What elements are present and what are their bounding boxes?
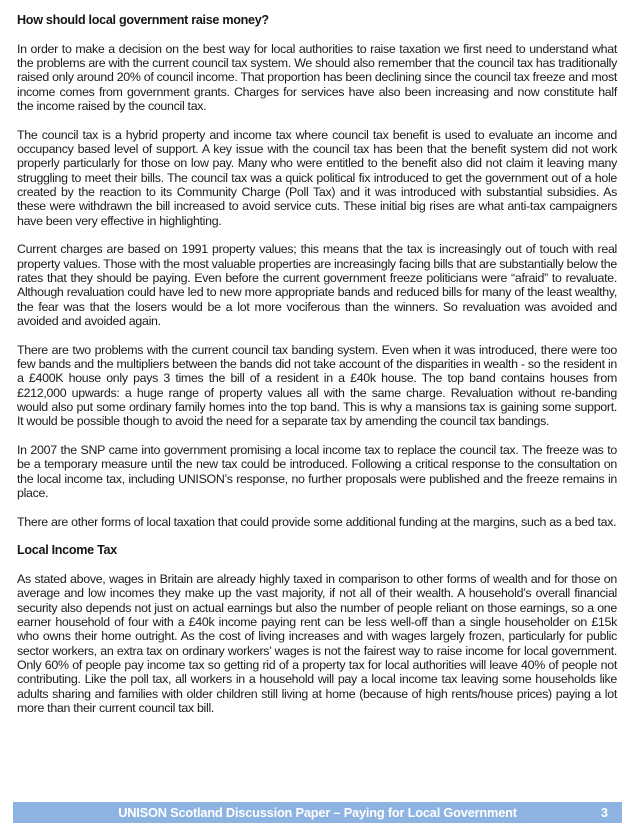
paragraph: Current charges are based on 1991 property values; this means that the tax is increasingly out of touch with real property values. Those with the most valuable properties are increasingly facing bills that are substantially below the rates that they should be paying. Even before the current government freeze politicians were “afraid” to revaluate. Although revaluation could have led to new more appropriate bands and reduced bills for many of the least wealthy, the fear was that the losers would be a lot more vociferous than the winners. So revaluation was avoided and avoided and avoided again.	[17, 242, 617, 329]
paragraph: The council tax is a hybrid property and income tax where council tax benefit is used to evaluate an income and occupancy based level of support. A key issue with the council tax has been that the benefit system did not work properly particularly for those on low pay. Many who were entitled to the benefit also did not claim it leaving many struggling to meet their bills. The council tax was a quick political fix introduced to get the government out of a hole created by the reaction to its Community Charge (Poll Tax) and it was introduced with substantial subsidies. As these were withdrawn the bill increased to avoid service cuts. These initial big rises are what anti-tax campaigners have been very effective in highlighting.	[17, 127, 617, 228]
section-heading-local-income-tax: Local Income Tax	[17, 543, 117, 558]
footer-title: UNISON Scotland Discussion Paper – Paying for Local Government	[118, 805, 517, 820]
section-heading-raise-money: How should local government raise money?	[17, 13, 269, 27]
paragraph: There are other forms of local taxation that could provide some additional funding at the margins, such as a bed tax.	[17, 514, 617, 529]
paragraph: As stated above, wages in Britain are already highly taxed in comparison to other forms of wealth and for those on average and low incomes they make up the vast majority, if not all of their wealth. A household’s overall financial security also depends not just on actual earnings but also the number of people reliant on those earnings, so a one earner household of four with a £40k income paying rent can be less well-off than a single householder on £15k who owns their home outright. As the cost of living increases and with wages largely frozen, particularly for public sector workers, an extra tax on ordinary workers’ wages is not the fairest way to raise income for local government. Only 60% of people pay income tax so getting rid of a property tax for local authorities will leave 40% of people not contributing. Like the poll tax, all workers in a household will pay a local income tax leaving some households like adults sharing and families with older children still living at home (because of high rents/house prices) paying a lot more than their current council tax bill.	[17, 571, 617, 716]
paragraph: In order to make a decision on the best way for local authorities to raise taxation we first need to understand what the problems are with the current council tax system. We should also remember that the council tax has traditionally raised only around 20% of council income. That proportion has been declining since the council tax freeze and most income comes from government grants. Charges for services have also been increasing and now constitute half the income raised by the council tax.	[17, 41, 617, 113]
page-number: 3	[600, 805, 608, 820]
document-content	[17, 13, 617, 730]
paragraph: In 2007 the SNP came into government promising a local income tax to replace the council tax. The freeze was to be a temporary measure until the new tax could be introduced. Following a critical response to the consultation on the local income tax, including UNISON’s response, no further proposals were published and the freeze remains in place.	[17, 443, 617, 501]
footer-bar	[13, 802, 622, 823]
paragraph: There are two problems with the current council tax banding system. Even when it was introduced, there were too few bands and the multipliers between the bands did not take account of the disparities in wealth - so the resident in a £400K house only pays 3 times the bill of a resident in a £40k house. The top band contains houses from £212,000 upwards: a huge range of property values all with the same charge. Revaluation without re-banding would also put some ordinary family homes into the top band. This is why a mansions tax is gaining some support. It would be possible though to avoid the need for a separate tax by amending the council tax bandings.	[17, 342, 617, 429]
